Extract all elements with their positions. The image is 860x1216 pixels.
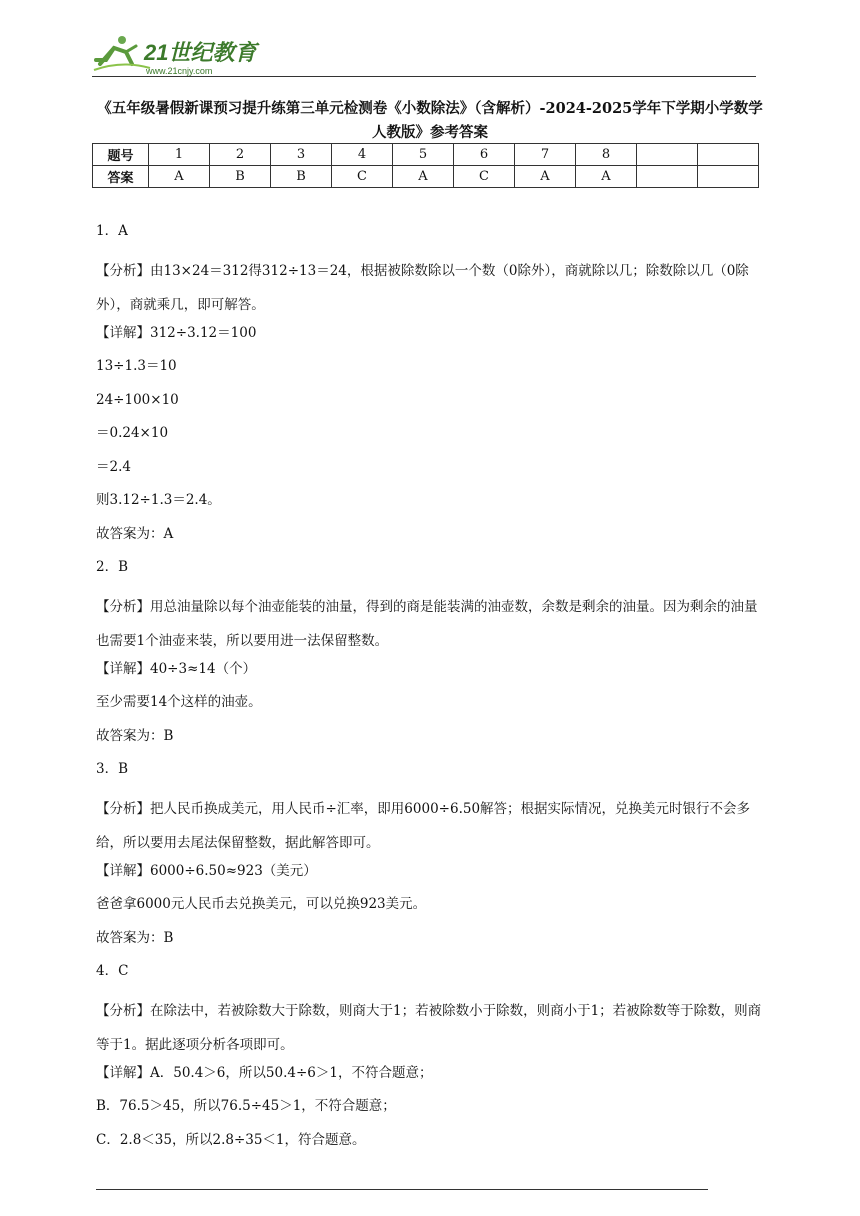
analysis-paragraph: 【分析】由13×24＝312得312÷13＝24，根据被除数除以一个数（0除外），商就除以几；除数除以几（0除外），商就乘几，即可解答。 [96, 262, 749, 313]
detail-line: 【详解】40÷3≈14（个） [96, 660, 257, 677]
question-number-cell: 6 [454, 144, 515, 166]
answer-line: 故答案为：B [96, 929, 174, 946]
detail-line: 【详解】312÷3.12＝100 [96, 324, 257, 341]
page-header [92, 34, 757, 78]
logo-url: www.21cnjy.com [146, 66, 213, 76]
row-label-answer: 答案 [93, 166, 149, 188]
solutions-body [96, 220, 762, 1162]
question-heading: 4．C [96, 963, 129, 979]
header-divider [92, 76, 756, 77]
answer-cell: A [576, 166, 637, 188]
detail-line: 【详解】A．50.4＞6，所以50.4÷6＞1，不符合题意； [96, 1064, 433, 1081]
answer-cell [698, 166, 759, 188]
detail-line: ＝2.4 [96, 458, 131, 475]
document-title: 《五年级暑假新课预习提升练第三单元检测卷《小数除法》（含解析）-2024-2025学年下学期小学数学人教版》参考答案 [97, 100, 763, 141]
answer-cell: A [149, 166, 210, 188]
answer-line: 故答案为：A [96, 525, 174, 542]
logo-21cnjy [92, 34, 262, 78]
table-row-question-numbers [93, 144, 759, 166]
logo-text: 21世纪教育 [144, 40, 257, 65]
question-number-cell: 2 [210, 144, 271, 166]
detail-line: C．2.8＜35，所以2.8÷35＜1，符合题意。 [96, 1131, 366, 1148]
answer-cell: C [454, 166, 515, 188]
detail-line: 【详解】6000÷6.50≈923（美元） [96, 862, 317, 879]
analysis-paragraph: 【分析】用总油量除以每个油壶能装的油量，得到的商是能装满的油壶数，余数是剩余的油量。因为剩余的油量也需要1个油壶来装，所以要用进一法保留整数。 [96, 598, 758, 649]
answer-cell: C [332, 166, 393, 188]
detail-line: 则3.12÷1.3＝2.4。 [96, 492, 221, 508]
answer-table [92, 143, 759, 188]
analysis-paragraph: 【分析】把人民币换成美元，用人民币÷汇率，即用6000÷6.50解答；根据实际情况，兑换美元时银行不会多给，所以要用去尾法保留整数，据此解答即可。 [96, 800, 751, 851]
answer-cell: A [393, 166, 454, 188]
question-heading: 1．A [96, 223, 128, 239]
question-number-cell: 1 [149, 144, 210, 166]
question-number-cell: 5 [393, 144, 454, 166]
row-label-question: 题号 [93, 144, 149, 166]
detail-line: 爸爸拿6000元人民币去兑换美元，可以兑换923美元。 [96, 896, 427, 912]
question-heading: 2．B [96, 559, 129, 575]
detail-line: 24÷100×10 [96, 391, 179, 408]
footer-divider [96, 1189, 708, 1190]
question-number-cell: 3 [271, 144, 332, 166]
detail-line: ＝0.24×10 [96, 425, 169, 441]
analysis-paragraph: 【分析】在除法中，若被除数大于除数，则商大于1；若被除数小于除数，则商小于1；若被除数等于除数，则商等于1。据此逐项分析各项即可。 [96, 1002, 762, 1053]
detail-line: 13÷1.3＝10 [96, 358, 177, 374]
answer-line: 故答案为：B [96, 727, 174, 744]
question-number-cell: 7 [515, 144, 576, 166]
question-number-cell: 8 [576, 144, 637, 166]
answer-cell: A [515, 166, 576, 188]
question-number-cell [637, 144, 698, 166]
question-number-cell: 4 [332, 144, 393, 166]
answer-cell [637, 166, 698, 188]
detail-line: B．76.5＞45，所以76.5÷45＞1，不符合题意； [96, 1098, 396, 1114]
answer-cell: B [210, 166, 271, 188]
question-number-cell [698, 144, 759, 166]
question-heading: 3．B [96, 761, 129, 777]
table-row-answers [93, 166, 759, 188]
detail-line: 至少需要14个这样的油壶。 [96, 694, 262, 710]
answer-cell: B [271, 166, 332, 188]
